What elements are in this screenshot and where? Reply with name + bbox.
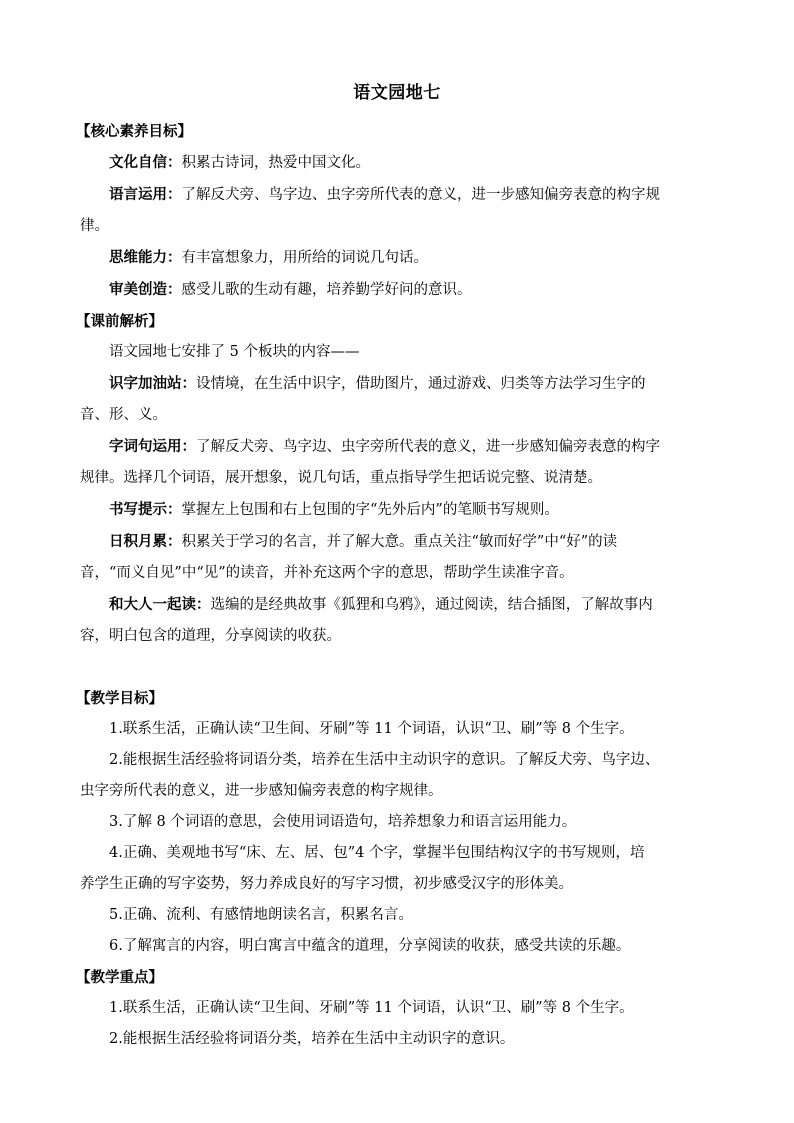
- analysis-item: [80, 494, 720, 526]
- analysis-label: 书写提示：: [109, 501, 182, 518]
- teaching-goal-item: 4.正确、美观地书写“床、左、居、包”4 个字，掌握半包围结构汉字的书写规则，培: [109, 845, 645, 861]
- page-title: 语文园地七: [353, 83, 441, 103]
- core-goal-item: [80, 179, 720, 211]
- section-heading-pre-class-analysis: 【课前解析】: [76, 313, 163, 330]
- teaching-goal-continuation: 虫字旁所代表的意义，进一步感知偏旁表意的构字规律。: [80, 783, 443, 799]
- section-heading-core-goals: 【核心素养目标】: [76, 123, 192, 140]
- analysis-text: 选编的是经典故事《狐狸和乌鸦》，通过阅读，结合插图，了解故事内: [210, 597, 653, 613]
- core-goal-item: [80, 242, 720, 274]
- analysis-label: 和大人一起读：: [109, 596, 211, 613]
- teaching-goal-continuation: 养学生正确的写字姿势，努力养成良好的写字习惯，初步感受汉字的形体美。: [80, 876, 573, 892]
- analysis-item: [80, 589, 720, 621]
- teaching-focus-item: 2.能根据生活经验将词语分类，培养在生活中主动识字的意识。: [109, 1031, 515, 1047]
- document-body: [76, 116, 720, 1055]
- analysis-intro: 语文园地七安排了 5 个板块的内容——: [109, 344, 360, 360]
- core-goal-label: 思维能力：: [109, 249, 182, 266]
- analysis-continuation: 规律。选择几个词语，展开想象，说几句话，重点指导学生把话说完整、说清楚。: [80, 470, 602, 486]
- core-goal-item: [80, 274, 720, 306]
- analysis-item: [80, 526, 720, 558]
- teaching-goal-item: 1.联系生活，正确认读“卫生间、牙刷”等 11 个词语，认识“卫、刷”等 8 个生字。: [109, 721, 634, 737]
- analysis-text: 设情境，在生活中识字，借助图片，通过游戏、归类等方法学习生字的: [196, 376, 646, 392]
- section-heading-teaching-focus: 【教学重点】: [76, 969, 163, 986]
- core-goal-text: 感受儿歌的生动有趣，培养勤学好问的意识。: [181, 282, 472, 298]
- core-goal-continuation: 律。: [80, 218, 109, 234]
- analysis-text: 了解反犬旁、鸟字边、虫字旁所代表的意义，进一步感知偏旁表意的构字: [196, 439, 660, 455]
- analysis-label: 字词句运用：: [109, 438, 196, 455]
- core-goal-label: 审美创造：: [109, 281, 182, 298]
- teaching-goal-item: 6.了解寓言的内容，明白寓言中蕴含的道理，分享阅读的收获，感受共读的乐趣。: [109, 938, 631, 954]
- section-heading-teaching-goals: 【教学目标】: [76, 690, 163, 707]
- analysis-item: [80, 368, 720, 400]
- teaching-goal-item: 2.能根据生活经验将词语分类，培养在生活中主动识字的意识。了解反犬旁、鸟字边、: [109, 752, 660, 768]
- teaching-goal-item: 3.了解 8 个词语的意思，会使用词语造句，培养想象力和语言运用能力。: [109, 814, 577, 830]
- analysis-text: 积累关于学习的名言，并了解大意。重点关注“敏而好学”中“好”的读: [181, 534, 618, 550]
- blank-line: [80, 652, 720, 683]
- core-goal-label: 语言运用：: [109, 186, 182, 203]
- core-goal-item: [80, 147, 720, 179]
- teaching-goal-item: 5.正确、流利、有感情地朗读名言，积累名言。: [109, 907, 413, 923]
- analysis-continuation: 音、形、义。: [80, 407, 167, 423]
- analysis-label: 日积月累：: [109, 533, 182, 550]
- core-goal-text: 有丰富想象力，用所给的词说几句话。: [181, 250, 428, 266]
- analysis-item: [80, 431, 720, 463]
- analysis-label: 识字加油站：: [109, 375, 196, 392]
- teaching-focus-item: 1.联系生活，正确认读“卫生间、牙刷”等 11 个词语，认识“卫、刷”等 8 个生字。: [109, 1000, 634, 1016]
- analysis-continuation: 容，明白包含的道理，分享阅读的收获。: [80, 628, 341, 644]
- core-goal-text: 了解反犬旁、鸟字边、虫字旁所代表的意义，进一步感知偏旁表意的构字规: [181, 187, 660, 203]
- analysis-text: 掌握左上包围和右上包围的字“先外后内”的笔顺书写规则。: [181, 502, 559, 518]
- analysis-continuation: 音，“而义自见”中“见”的读音，并补充这两个字的意思，帮助学生读准字音。: [80, 565, 574, 581]
- core-goal-text: 积累古诗词，热爱中国文化。: [181, 155, 370, 171]
- core-goal-label: 文化自信：: [109, 154, 182, 171]
